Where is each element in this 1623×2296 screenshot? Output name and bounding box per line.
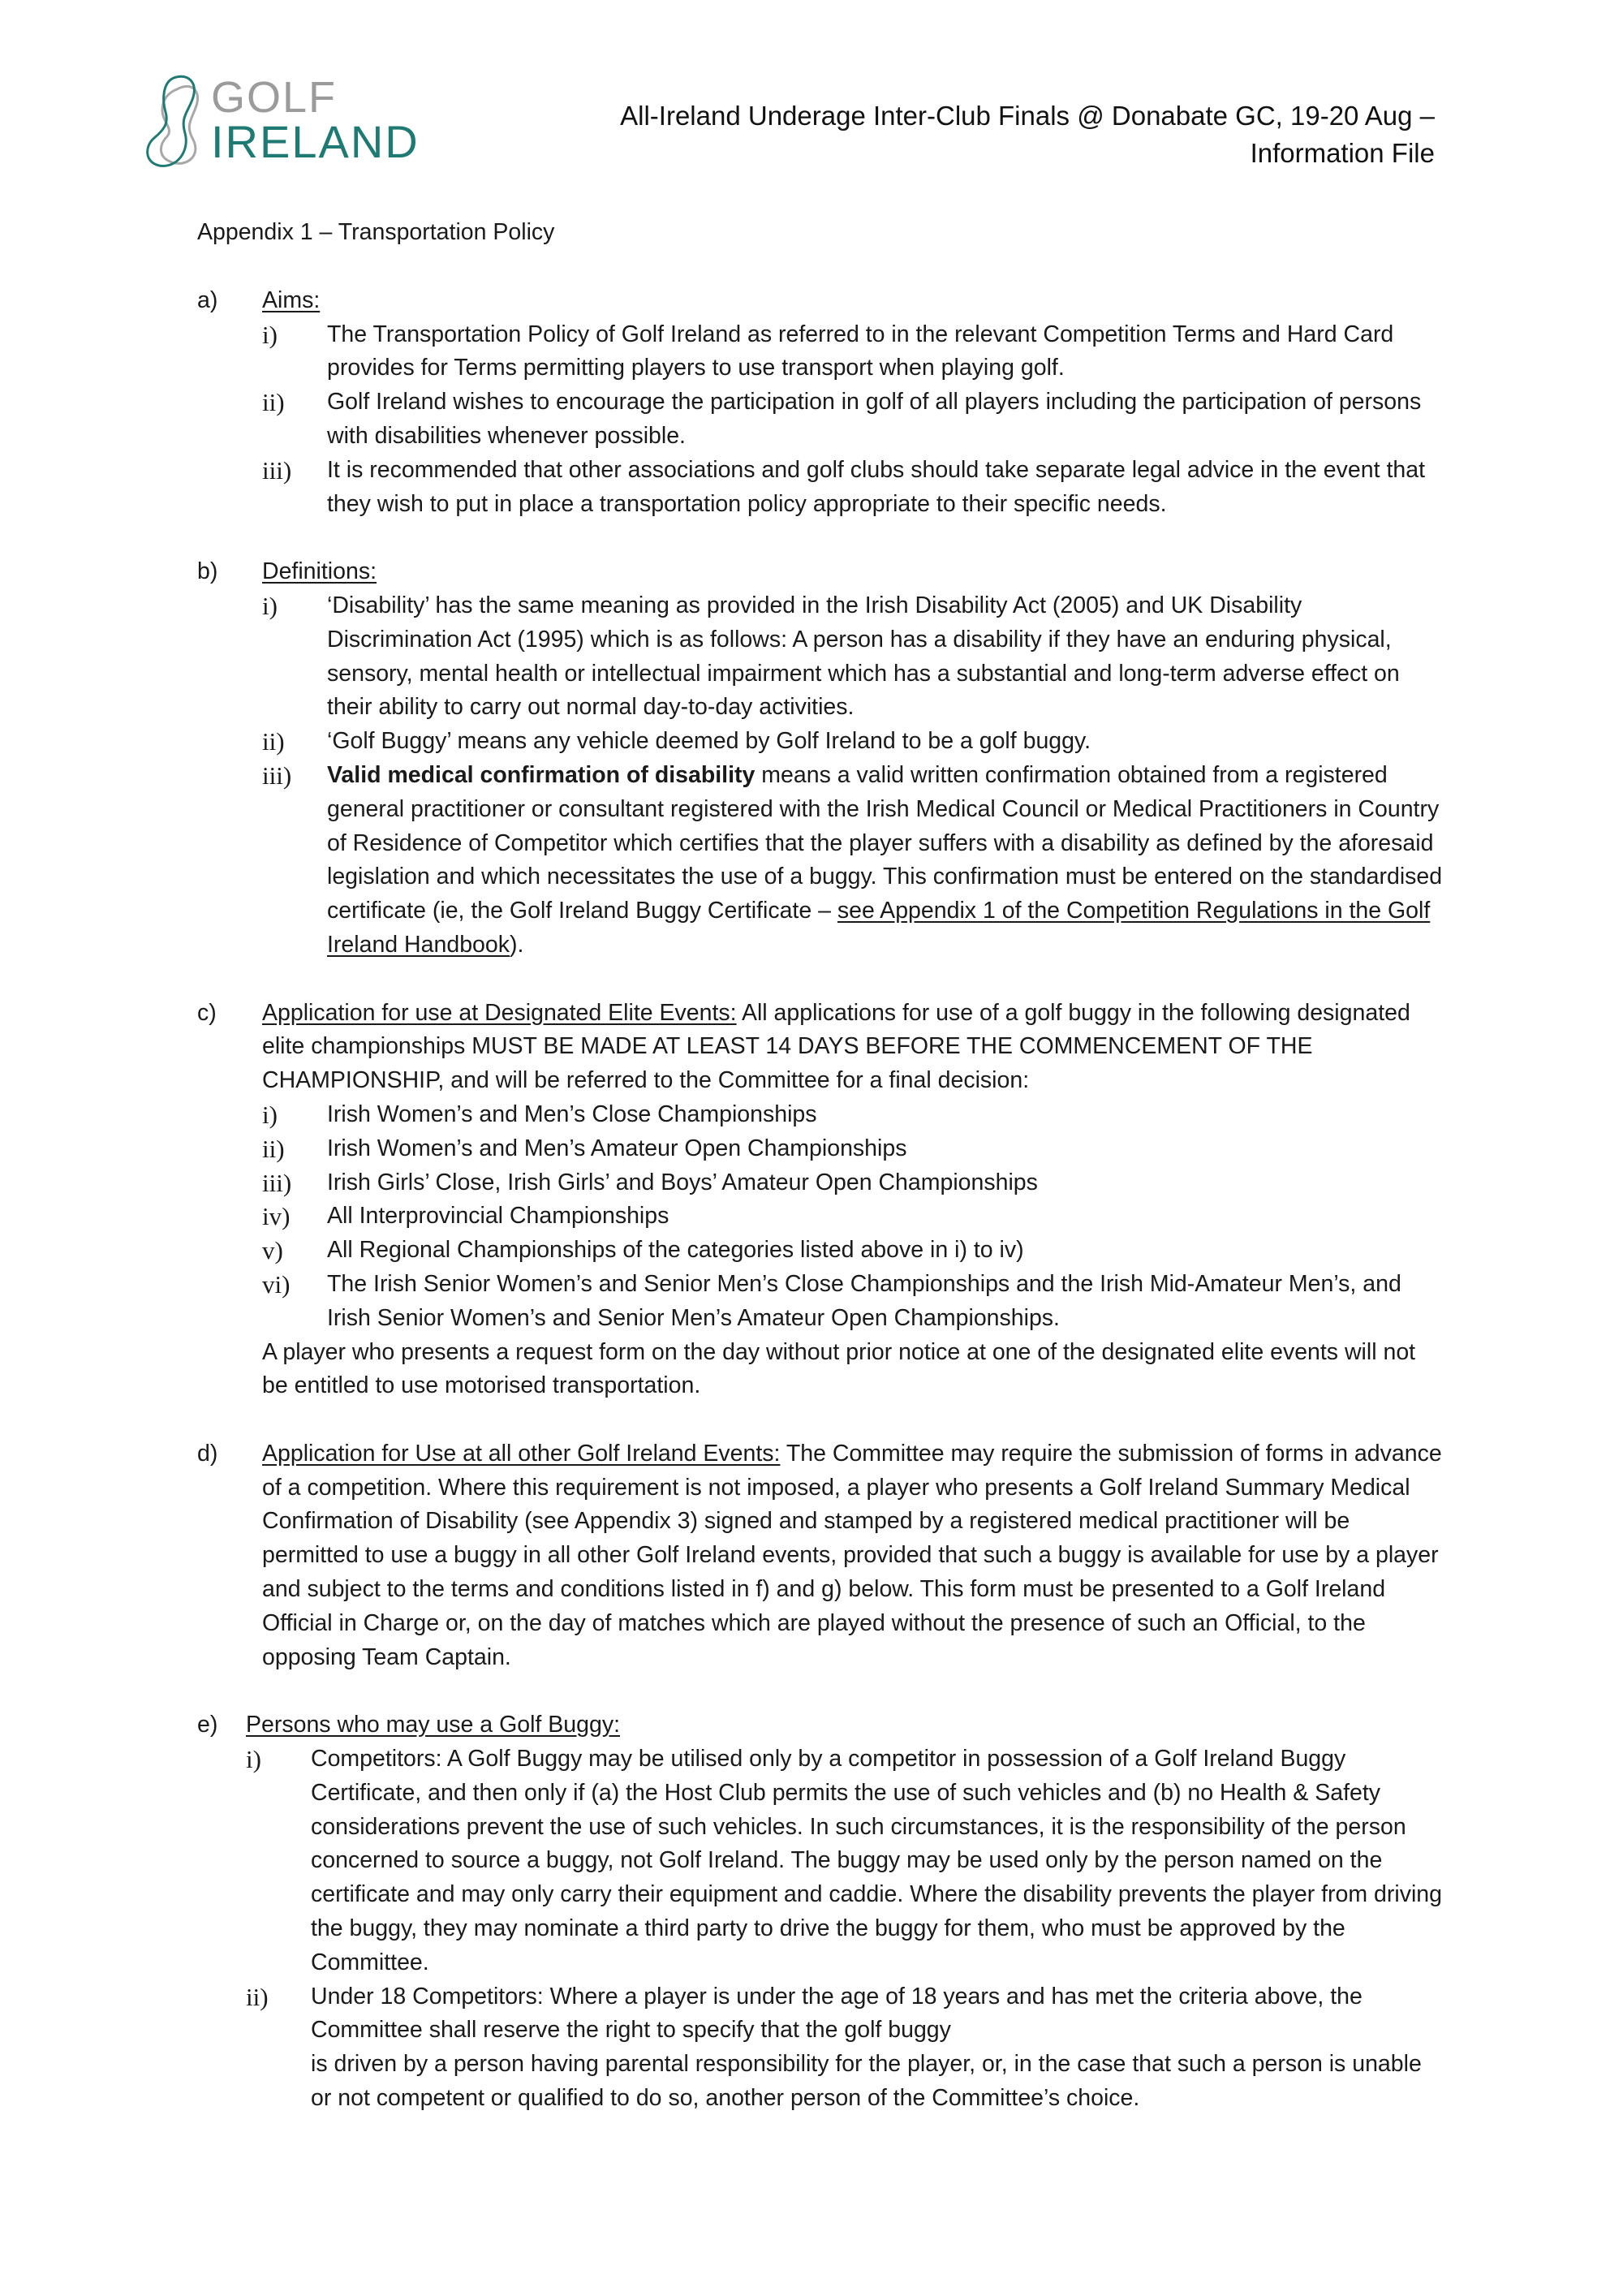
list-item xyxy=(262,1166,1447,1200)
section-letter: c) xyxy=(197,999,217,1026)
list-item-text: The Irish Senior Women’s and Senior Men’s Close Championships and the Irish Mid-Amateur Men’s, and Irish Senior Women’s and Senior Men’s Amateur Open Championships. xyxy=(327,1270,1401,1331)
list-item xyxy=(262,1098,1447,1132)
list-item-text-line-2: is driven by a person having parental responsibility for the player, or, in the case that such a person is unable or not competent or qualified to do so, another person of the Committee’s choice. xyxy=(311,2051,1422,2112)
list-numeral: ii) xyxy=(262,1134,285,1163)
section-letter: a) xyxy=(197,286,218,313)
handbook-reference-link[interactable]: see Appendix 1 of the Competition Regulations in the Golf Ireland Handbook xyxy=(327,898,1431,958)
list-numeral: iv) xyxy=(262,1202,291,1231)
logo-text-ireland: IRELAND xyxy=(211,116,420,167)
list-item xyxy=(262,725,1447,759)
list-numeral: iii) xyxy=(262,455,292,485)
list-numeral: iii) xyxy=(262,760,292,790)
header-title-line-2: Information File xyxy=(1250,138,1435,168)
section-letter: b) xyxy=(197,558,218,585)
document-body xyxy=(197,216,1447,2150)
section-definitions xyxy=(197,555,1447,963)
section-letter: d) xyxy=(197,1440,218,1467)
section-other-events xyxy=(197,1437,1447,1675)
section-text: The Committee may require the submission of forms in advance of a competition. Where this requirement is not imposed, a player who presents a Golf Ireland Summary Medical Confirmation of Disability (see Appendix 3) signed and stamped by a registered medical practitioner will be permitted to use a buggy in all other Golf Ireland events, provided that such a buggy is available for use by a player and subject to the terms and conditions listed in f) and g) below. This form must be presented to a Golf Ireland Official in Charge or, on the day of matches which are played without the presence of such an Official, to the opposing Team Captain. xyxy=(262,1440,1442,1670)
section-intro-text: All applications for use of a golf buggy in the following designated elite championships MUST BE MADE AT LEAST 14 DAYS BEFORE THE COMMENCEMENT OF THE CHAMPIONSHIP, and will be referred to the Committee for a final decision: xyxy=(262,999,1410,1094)
list-numeral: i) xyxy=(262,1100,278,1129)
section-heading: Aims: xyxy=(262,286,321,313)
list-item-text: All Regional Championships of the categories listed above in i) to iv) xyxy=(327,1237,1024,1264)
section-heading: Persons who may use a Golf Buggy: xyxy=(246,1712,620,1738)
list-item xyxy=(262,759,1447,963)
section-closing-text: A player who presents a request form on the day without prior notice at one of the designated elite events will not be entitled to use motorised transportation. xyxy=(262,1338,1416,1399)
list-item-text-line-1: Under 18 Competitors: Where a player is under the age of 18 years and has met the criteria above, the Committee shall reserve the right to specify that the golf buggy xyxy=(311,1983,1363,2044)
list-item-text: ‘Golf Buggy’ means any vehicle deemed by Golf Ireland to be a golf buggy. xyxy=(327,728,1091,755)
section-persons-who-may-use-buggy xyxy=(197,1708,1447,2116)
list-numeral: i) xyxy=(262,320,278,349)
list-numeral: i) xyxy=(246,1745,261,1774)
golf-ireland-logo xyxy=(144,75,453,172)
page-header-title xyxy=(461,97,1435,172)
list-numeral: ii) xyxy=(262,388,285,417)
golf-ireland-logo-icon xyxy=(144,75,209,172)
list-numeral: v) xyxy=(262,1236,283,1265)
list-item-text: means a valid written confirmation obtained from a registered general practitioner or consultant registered with the Irish Medical Council or Medical Practitioners in Country of Residence of Competitor which certifies that the player suffers with a disability as defined by the aforesaid legislation and which necessitates the use of a buggy. This confirmation must be entered on the standardised certificate (ie, the Golf Ireland Buggy Certificate – xyxy=(327,761,1443,924)
section-designated-elite-events xyxy=(197,997,1447,1404)
list-item-text: ‘Disability’ has the same meaning as provided in the Irish Disability Act (2005) and UK Disability Discrimination Act (1995) which is as follows: A person has a disability if they have an enduring physical, sensory, mental health or intellectual impairment which has a substantial and long-term adverse effect on their ability to carry out normal day-to-day activities. xyxy=(327,592,1400,721)
section-heading: Application for Use at all other Golf Ireland Events: xyxy=(262,1440,781,1467)
list-item-text: It is recommended that other associations and golf clubs should take separate legal advice in the event that they wish to put in place a transportation policy appropriate to their specific needs. xyxy=(327,456,1425,517)
list-item-text-end: ). xyxy=(510,931,524,958)
list-item xyxy=(246,1980,1447,2116)
list-item xyxy=(262,1132,1447,1166)
list-item-text: All Interprovincial Championships xyxy=(327,1203,669,1230)
list-item xyxy=(262,1200,1447,1234)
list-item xyxy=(262,589,1447,725)
list-item xyxy=(246,1742,1447,1980)
list-numeral: ii) xyxy=(246,1982,269,2011)
list-numeral: i) xyxy=(262,591,278,620)
list-item xyxy=(262,386,1447,454)
header-title-line-1: All-Ireland Underage Inter-Club Finals @ Donabate GC, 19-20 Aug – xyxy=(620,101,1435,131)
logo-text-golf: GOLF xyxy=(211,73,338,122)
list-item xyxy=(262,1268,1447,1336)
section-intro xyxy=(262,997,1447,1098)
section-heading: Application for use at Designated Elite Events: xyxy=(262,999,737,1026)
list-numeral: iii) xyxy=(262,1168,292,1197)
list-item xyxy=(262,318,1447,386)
list-item-text: Golf Ireland wishes to encourage the participation in golf of all players including the participation of persons with disabilities whenever possible. xyxy=(327,389,1422,449)
section-heading: Definitions: xyxy=(262,558,377,585)
list-item-text: Competitors: A Golf Buggy may be utilised only by a competitor in possession of a Golf Ireland Buggy Certificate, and then only if (a) the Host Club permits the use of such vehicles and (b) no Health & Safety considerations prevent the use of such vehicles. In such circumstances, it is the responsibility of the person concerned to source a buggy, not Golf Ireland. The buggy may be used only by the person named on the certificate and may only carry their equipment and caddie. Where the disability prevents the player from driving the buggy, they may nominate a third party to drive the buggy for them, who must be approved by the Committee. xyxy=(311,1746,1443,1975)
list-item-text: The Transportation Policy of Golf Ireland as referred to in the relevant Competition Terms and Hard Card provides for Terms permitting players to use transport when playing golf. xyxy=(327,321,1394,381)
list-item-text: Irish Girls’ Close, Irish Girls’ and Boys’ Amateur Open Championships xyxy=(327,1169,1038,1195)
section-aims xyxy=(197,284,1447,522)
document-title: Appendix 1 – Transportation Policy xyxy=(197,219,555,245)
list-item-text: Irish Women’s and Men’s Amateur Open Championships xyxy=(327,1135,907,1161)
defined-term: Valid medical confirmation of disability xyxy=(327,761,756,788)
list-item-text: Irish Women’s and Men’s Close Championships xyxy=(327,1101,817,1127)
list-numeral: vi) xyxy=(262,1269,291,1299)
section-letter: e) xyxy=(197,1712,218,1738)
list-numeral: ii) xyxy=(262,727,285,756)
list-item xyxy=(262,1234,1447,1268)
list-item xyxy=(262,454,1447,522)
